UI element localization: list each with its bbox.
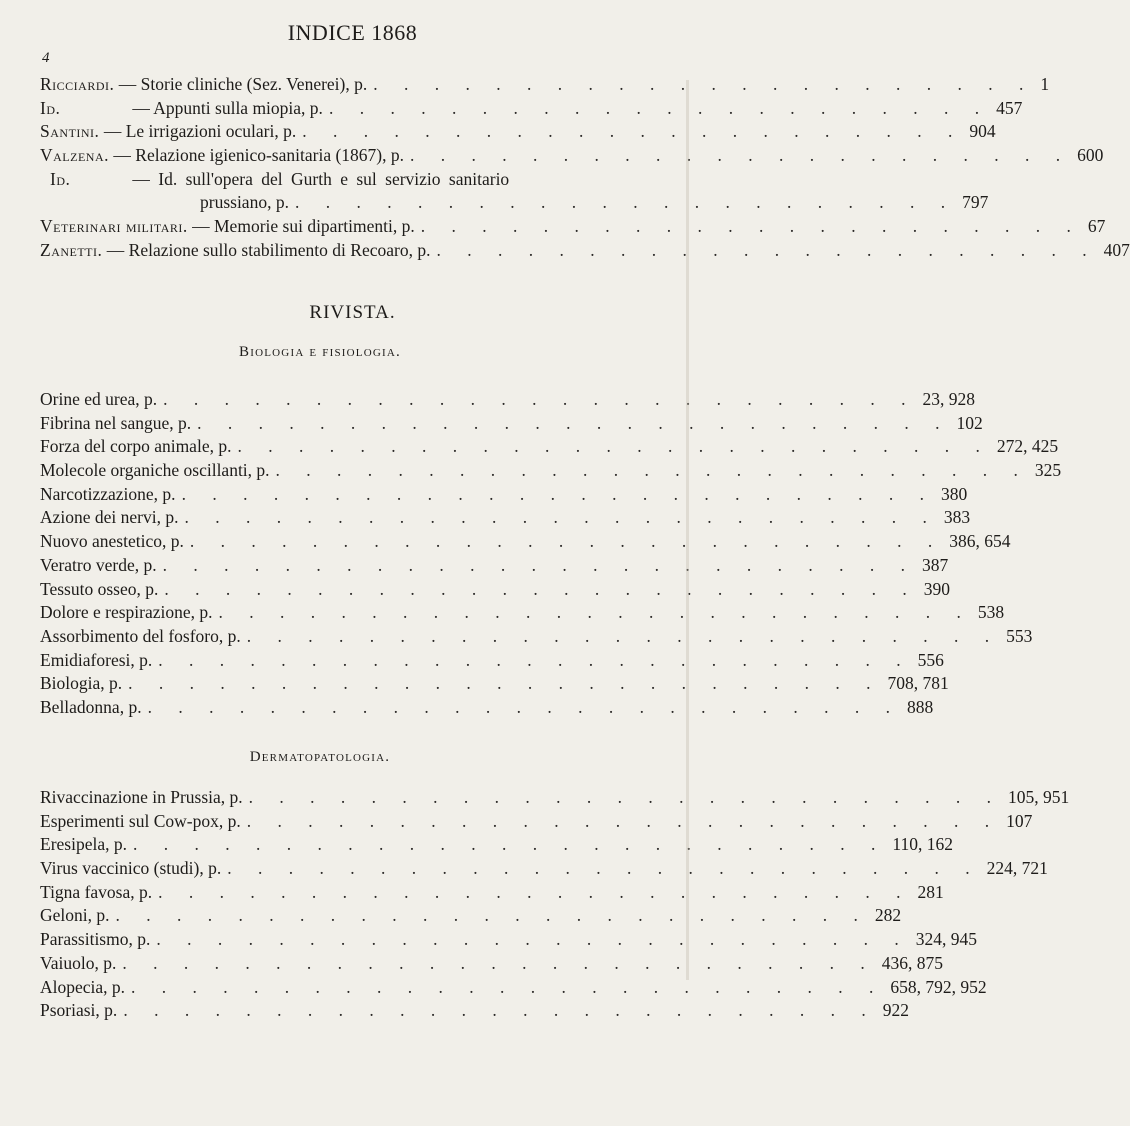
entry-title: Virus vaccinico (studi), p. xyxy=(40,858,222,879)
index-entry xyxy=(40,904,902,928)
page-number: 4 xyxy=(42,50,50,66)
entry-title: Narcotizzazione, p. xyxy=(40,483,176,504)
entry-title: Eresipela, p. xyxy=(40,834,127,855)
leader-dots: . . . . . . . . . . . . . . . . . . . . . . . . . xyxy=(184,507,938,528)
leader-dots: . . . . . . . . . . . . . . . . . . . . . . . . . xyxy=(131,976,885,997)
leader-dots: . . . . . . . . . . . . . . . . . . . . . . . . . xyxy=(197,412,951,433)
page-edge-shadow xyxy=(686,80,689,980)
leader-dots: . . . . . . . . . . . . . . . . . . . . . . xyxy=(373,74,1035,94)
index-entry xyxy=(40,459,1062,483)
index-entry xyxy=(40,435,1059,459)
entry-title: Fibrina nel sangue, p. xyxy=(40,412,192,433)
index-entry xyxy=(40,696,934,720)
entry-pages: 386, 654 xyxy=(949,531,1011,552)
entry-title: Dolore e respirazione, p. xyxy=(40,602,213,623)
entry-title: — Storie cliniche (Sez. Venerei), p. xyxy=(118,74,368,94)
entry-title: prussiano, p. xyxy=(200,192,289,213)
leader-dots: . . . . . . . . . . . . . . . . . . . . . . . . . xyxy=(246,810,1001,831)
entry-pages: 387 xyxy=(922,554,949,575)
index-entry xyxy=(40,999,909,1023)
entry-title: — Id. sull'opera del Gurth e sul servizio sanitario xyxy=(132,168,510,189)
leader-dots: . . . . . . . . . . . . . . . . . . . . . . . . . xyxy=(128,673,882,694)
leader-dots: . . . . . . . . . . . . . . . . . . . . . . xyxy=(436,239,1098,260)
index-entry xyxy=(40,649,944,673)
leader-dots: . . . . . . . . . . . . . . . . . . . . . . . . . xyxy=(164,578,918,599)
entry-author: Id. xyxy=(50,168,71,189)
index-entry xyxy=(40,530,1011,554)
entry-pages: 553 xyxy=(1006,625,1033,646)
entry-title: — Appunti sulla miopia, p. xyxy=(132,97,323,118)
index-entry xyxy=(40,578,950,602)
leader-dots: . . . . . . . . . . . . . . . . . . . . . . . . . xyxy=(246,625,1001,646)
entry-title: Forza del corpo animale, p. xyxy=(40,436,232,457)
leader-dots: . . . . . . . . . . . . . . . . . . . . . . . . . xyxy=(189,531,944,552)
leader-dots: . . . . . . . . . . . . . . . . . . . . . . . . . xyxy=(275,460,1029,481)
index-entry xyxy=(40,483,968,507)
entry-pages: 922 xyxy=(882,1000,909,1021)
entry-pages: 556 xyxy=(917,649,944,670)
entry-author: Ricciardi. xyxy=(40,74,115,94)
entry-pages: 888 xyxy=(906,696,934,717)
dermatopatologia-entries xyxy=(40,786,1070,1023)
author-entries xyxy=(40,73,1130,263)
leader-dots: . . . . . . . . . . . . . . . . . . . . . . xyxy=(420,216,1082,237)
entry-title: — Relazione igienico-sanitaria (1867), p. xyxy=(113,145,404,166)
index-entry xyxy=(40,168,606,192)
entry-pages: 110, 162 xyxy=(892,834,953,855)
entry-title: Belladonna, p. xyxy=(40,696,142,717)
index-entry xyxy=(40,976,987,1000)
entry-title: Nuovo anestetico, p. xyxy=(40,531,184,552)
entry-title: — Relazione sullo stabilimento di Recoaro, p. xyxy=(106,239,431,260)
leader-dots: . . . . . . . . . . . . . . . . . . . . . . . . . xyxy=(122,952,876,973)
leader-dots: . . . . . . . . . . . . . . . . . . . . . . . . . xyxy=(156,929,910,950)
leader-dots: . . . . . . . . . . . . . . . . . . . . . . . . . xyxy=(158,881,912,902)
entry-pages: 407 xyxy=(1103,239,1130,260)
index-entry xyxy=(40,810,1033,834)
leader-dots: . . . . . . . . . . . . . . . . . . . . . . . . . xyxy=(163,389,917,409)
entry-author: Id. xyxy=(40,97,61,118)
entry-pages: 538 xyxy=(977,602,1005,623)
entry-title: Assorbimento del fosforo, p. xyxy=(40,625,241,646)
index-entry-continuation xyxy=(40,191,989,215)
index-entry xyxy=(40,928,977,952)
subsection-title-biologia: Biologia e fisiologia. xyxy=(239,344,401,360)
leader-dots: . . . . . . . . . . . . . . . . . . . . . . . . . xyxy=(248,787,1003,807)
entry-pages: 281 xyxy=(917,881,944,902)
leader-dots: . . . . . . . . . . . . . . . . . . . . . . xyxy=(410,145,1072,166)
entry-title: Tigna favosa, p. xyxy=(40,881,153,902)
entry-pages: 67 xyxy=(1087,216,1106,237)
subsection-title-dermatopatologia: Dermatopatologia. xyxy=(249,749,391,765)
entry-pages: 23, 928 xyxy=(922,389,975,409)
index-entry xyxy=(40,952,943,976)
index-entry xyxy=(40,881,944,905)
leader-dots: . . . . . . . . . . . . . . . . . . . . . . . . . xyxy=(132,834,887,855)
entry-pages: 324, 945 xyxy=(915,929,977,950)
entry-title: Molecole organiche oscillanti, p. xyxy=(40,460,270,481)
leader-dots: . . . . . . . . . . . . . . . . . . . . . . xyxy=(302,121,964,142)
entry-pages: 325 xyxy=(1034,460,1062,481)
index-entry xyxy=(40,857,1048,881)
entry-pages: 797 xyxy=(962,192,989,213)
entry-title: Tessuto osseo, p. xyxy=(40,578,159,599)
entry-title: Orine ed urea, p. xyxy=(40,389,158,409)
index-entry xyxy=(40,672,949,696)
entry-title: — Le irrigazioni oculari, p. xyxy=(103,121,297,142)
entry-title: Esperimenti sul Cow-pox, p. xyxy=(40,810,241,831)
index-entry xyxy=(40,144,1104,168)
index-entry xyxy=(40,554,949,578)
entry-pages: 224, 721 xyxy=(986,858,1048,879)
index-entry xyxy=(40,97,1023,121)
index-entry xyxy=(40,506,971,530)
entry-pages: 436, 875 xyxy=(881,952,943,973)
leader-dots: . . . . . . . . . . . . . . . . . . . . . . . . . xyxy=(181,483,935,504)
entry-title: Azione dei nervi, p. xyxy=(40,507,179,528)
entry-pages: 600 xyxy=(1077,145,1104,166)
index-entry xyxy=(40,120,996,144)
leader-dots: . . . . . . . . . . . . . . . . . . . . . . . . . xyxy=(237,436,991,457)
entry-title: Vaiuolo, p. xyxy=(40,952,117,973)
entry-pages: 272, 425 xyxy=(996,436,1059,457)
entry-pages: 105, 951 xyxy=(1008,787,1070,807)
entry-title: Rivaccinazione in Prussia, p. xyxy=(40,787,243,807)
leader-dots: . . . . . . . . . . . . . . . . . . . . . . xyxy=(328,97,991,118)
entry-title: Parassitismo, p. xyxy=(40,929,151,950)
entry-pages: 383 xyxy=(943,507,971,528)
index-entry xyxy=(40,239,1130,263)
entry-pages: 282 xyxy=(874,905,902,926)
leader-dots: . . . . . . . . . . . . . . . . . . . . . . . . . xyxy=(123,1000,877,1021)
entry-pages: 107 xyxy=(1006,810,1033,831)
biologia-entries xyxy=(40,388,1062,720)
index-entry xyxy=(40,833,953,857)
entry-title: Psoriasi, p. xyxy=(40,1000,118,1021)
index-entry xyxy=(40,625,1033,649)
index-entry xyxy=(40,786,1070,810)
leader-dots: . . . . . . . . . . . . . . . . . . . . . . . . . xyxy=(158,649,912,670)
leader-dots: . . . . . . . . . . . . . . . . . . . . . . xyxy=(294,192,957,213)
entry-author: Veterinari militari. xyxy=(40,216,188,237)
entry-pages: 457 xyxy=(996,97,1023,118)
entry-title: Biologia, p. xyxy=(40,673,123,694)
leader-dots: . . . . . . . . . . . . . . . . . . . . . . . . . xyxy=(162,554,916,575)
entry-title: Emidiaforesi, p. xyxy=(40,649,153,670)
index-entry xyxy=(40,215,1106,239)
page-title: INDICE 1868 xyxy=(287,20,418,45)
entry-title: Alopecia, p. xyxy=(40,976,126,997)
index-entry xyxy=(40,73,1050,97)
section-title-rivista: RIVISTA. xyxy=(309,302,396,323)
entry-pages: 708, 781 xyxy=(887,673,949,694)
entry-pages: 904 xyxy=(969,121,996,142)
entry-title: Geloni, p. xyxy=(40,905,110,926)
entry-pages: 658, 792, 952 xyxy=(890,976,987,997)
index-entry xyxy=(40,412,983,436)
entry-pages: 380 xyxy=(940,483,968,504)
entry-pages: 390 xyxy=(923,578,950,599)
entry-author: Zanetti. xyxy=(40,239,103,260)
leader-dots: . . . . . . . . . . . . . . . . . . . . . . . . . xyxy=(218,602,972,623)
leader-dots: . . . . . . . . . . . . . . . . . . . . . . . . . xyxy=(147,696,901,717)
entry-pages: 102 xyxy=(956,412,983,433)
entry-title: — Memorie sui dipartimenti, p. xyxy=(192,216,415,237)
leader-dots: . . . . . . . . . . . . . . . . . . . . . . . . . xyxy=(115,905,869,926)
index-entry xyxy=(40,388,975,412)
entry-author: Valzena. xyxy=(40,145,110,166)
entry-author: Santini. xyxy=(40,121,100,142)
index-entry xyxy=(40,601,1005,625)
entry-title: Veratro verde, p. xyxy=(40,554,157,575)
entry-pages: 1 xyxy=(1040,74,1050,94)
leader-dots: . . . . . . . . . . . . . . . . . . . . . . . . . xyxy=(227,858,981,879)
